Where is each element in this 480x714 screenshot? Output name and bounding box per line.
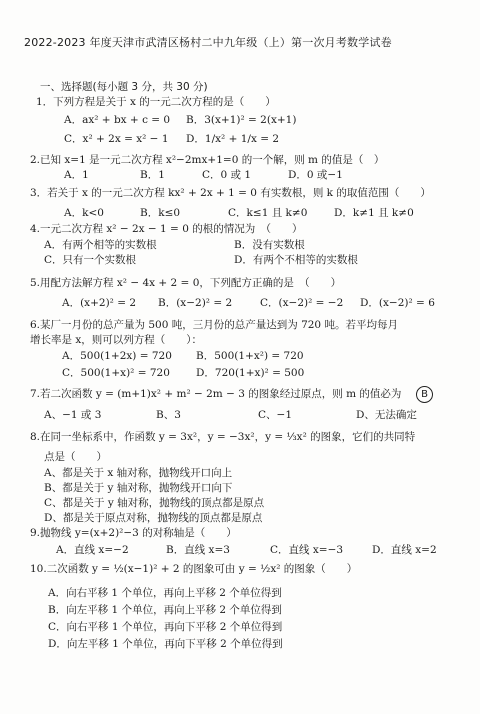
q6-stem-line2: 增长率是 x，则可以列方程（ ）： (30, 334, 203, 346)
q2-stem: 2.已知 x=1 是一元二次方程 x²−2mx+1=0 的一个解，则 m 的值是（ ） (30, 154, 385, 166)
q7-option-c: C、−1 (258, 409, 293, 421)
q3-option-c: C．k≤1 且 k≠0 (228, 207, 308, 219)
q8-stem-line1: 8.在同一坐标系中，作函数 y = 3x²，y = −3x²，y = ⅓x² 的图象，它们的共同特 (30, 431, 416, 443)
q10-option-b: B．向左平移 1 个单位，再向上平移 2 个单位得到 (48, 604, 282, 616)
q5-option-d: D．(x−2)² = 6 (360, 297, 435, 309)
q8-option-a: A、都是关于 x 轴对称，抛物线开口向上 (44, 467, 233, 479)
q2-option-c: C．0 或 1 (202, 169, 252, 181)
section-heading: 一、选择题(每小题 3 分，共 30 分) (40, 81, 208, 93)
q5-option-a: A．(x+2)² = 2 (62, 297, 137, 309)
q3-option-a: A．k<0 (64, 207, 104, 219)
q2-option-b: B．1 (140, 169, 165, 181)
q1-stem: 1．下列方程是关于 x 的一元二次方程的是（ ） (36, 96, 276, 108)
q6-option-c: C．500(1+x)² = 720 (62, 367, 170, 379)
exam-title: 2022-2023 年度天津市武清区杨村二中九年级（上）第一次月考数学试卷 (24, 36, 392, 49)
q6-option-d: D．720(1+x)² = 500 (196, 367, 305, 379)
q6-stem-line1: 6.某厂一月份的总产量为 500 吨，三月份的总产量达到为 720 吨。若平均每月 (30, 319, 398, 331)
q1-option-c: C．x² + 2x = x² − 1 (64, 133, 169, 145)
handwritten-answer-mark: B (416, 386, 433, 403)
q6-option-a: A．500(1+2x) = 720 (62, 350, 172, 362)
q10-option-c: C．向右平移 1 个单位，再向下平移 2 个单位得到 (48, 621, 283, 633)
q10-option-d: D．向左平移 1 个单位，再向下平移 2 个单位得到 (48, 638, 283, 650)
q7-stem: 7.若二次函数 y = (m+1)x² + m² − 2m − 3 的图象经过原点，则 m 的值必为 (30, 388, 402, 400)
q2-option-d: D．0 或−1 (288, 169, 343, 181)
q9-option-a: A．直线 x=−2 (56, 544, 129, 556)
q1-option-d: D．1/x² + 1/x = 2 (186, 133, 280, 145)
q6-option-b: B．500(1+x²) = 720 (196, 350, 304, 362)
q3-stem: 3．若关于 x 的一元二次方程 kx² + 2x + 1 = 0 有实数根，则 k 的取值范围（ ） (30, 187, 431, 199)
q9-option-c: C．直线 x=−3 (270, 544, 344, 556)
q1-option-a: A．ax² + bx + c = 0 (64, 114, 171, 126)
q8-option-c: C、都是关于 y 轴对称，抛物线的顶点都是原点 (44, 497, 265, 509)
q7-option-d: D、无法确定 (356, 409, 417, 421)
q4-option-d: D．有两个不相等的实数根 (234, 254, 358, 266)
q9-stem: 9.抛物线 y=(x+2)²−3 的对称轴是（ ） (30, 527, 237, 539)
q8-option-b: B、都是关于 y 轴对称，抛物线开口向下 (44, 482, 233, 494)
q10-option-a: A．向右平移 1 个单位，再向上平移 2 个单位得到 (48, 587, 282, 599)
q1-option-b: B．3(x+1)² = 2(x+1) (186, 114, 297, 126)
q5-option-b: B．(x−2)² = 2 (158, 297, 233, 309)
q5-stem: 5.用配方法解方程 x² − 4x + 2 = 0，下列配方正确的是 （ ） (30, 277, 342, 289)
q8-option-d: D、都是关于原点对称，抛物线的顶点都是原点 (44, 512, 263, 524)
q7-option-b: B、3 (156, 409, 181, 421)
q4-stem: 4.一元二次方程 x² − 2x − 1 = 0 的根的情况为 （ ） (30, 223, 303, 235)
q3-option-d: D．k≠1 且 k≠0 (334, 207, 414, 219)
q4-option-a: A．有两个相等的实数根 (44, 239, 157, 251)
q4-option-b: B．没有实数根 (234, 239, 305, 251)
q2-option-a: A．1 (64, 169, 89, 181)
q3-option-b: B．k≤0 (140, 207, 181, 219)
q5-option-c: C．(x−2)² = −2 (260, 297, 344, 309)
q9-option-b: B．直线 x=3 (166, 544, 230, 556)
q10-stem: 10.二次函数 y = ½(x−1)² + 2 的图象可由 y = ½x² 的图象（ ） (30, 563, 358, 575)
q8-stem-line2: 点是（ ） (44, 451, 107, 463)
q4-option-c: C．只有一个实数根 (44, 254, 137, 266)
q9-option-d: D．直线 x=2 (372, 544, 437, 556)
q7-option-a: A、−1 或 3 (44, 409, 102, 421)
